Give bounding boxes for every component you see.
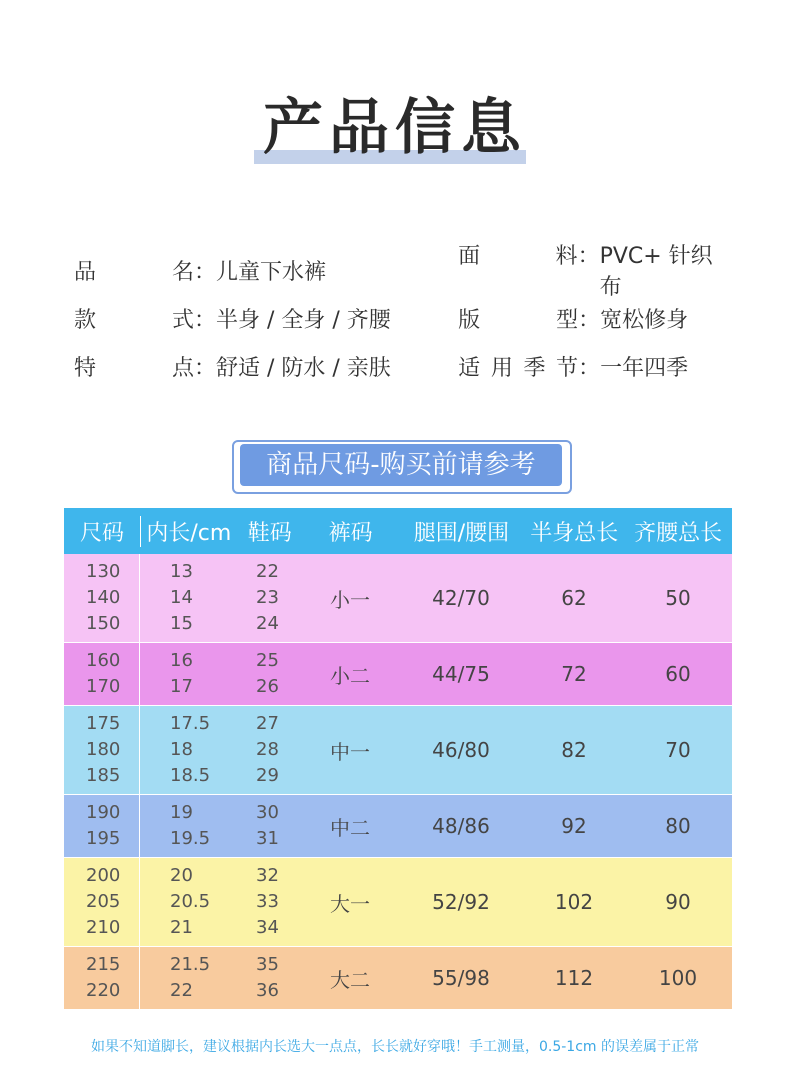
shoe-value: 34 <box>256 917 279 938</box>
info-cell-left <box>74 255 458 286</box>
sizes-cell <box>64 947 140 1009</box>
sizes-value: 160 <box>86 650 121 671</box>
column-header: 齐腰总长 <box>634 520 723 546</box>
sizes-value: 200 <box>86 865 121 886</box>
size-group-row <box>64 858 732 947</box>
info-value: 一年四季 <box>600 355 689 381</box>
size-group-row <box>64 554 732 643</box>
sizes-value: 220 <box>86 980 121 1001</box>
title-area <box>0 88 790 168</box>
inner-value: 20.5 <box>170 891 211 912</box>
shoe-value: 27 <box>256 713 279 734</box>
info-colon: ： <box>194 355 217 381</box>
inner-value: 19 <box>170 802 193 823</box>
shoe-value: 23 <box>256 587 279 608</box>
inner-cell <box>140 858 236 946</box>
column-header: 腿围/腰围 <box>413 520 510 546</box>
product-info <box>74 246 734 390</box>
info-row <box>74 294 734 342</box>
info-value: 半身 / 全身 / 齐腰 <box>216 307 391 333</box>
info-value: PVC+ 针织布 <box>599 244 713 300</box>
shoe-cell <box>236 706 302 794</box>
waist-cell: 60 <box>665 662 691 686</box>
inner-value: 16 <box>170 650 193 671</box>
inner-value: 19.5 <box>170 828 211 849</box>
inner-value: 13 <box>170 561 193 582</box>
half-cell: 72 <box>561 662 587 686</box>
shoe-cell <box>236 947 302 1009</box>
size-note: 如果不知道脚长，建议根据内长选大一点点，长长就好穿哦！手工测量，0.5-1cm 的误差属于正常 <box>90 1039 699 1055</box>
column-header: 内长/cm <box>146 520 232 546</box>
shoe-value: 33 <box>256 891 279 912</box>
info-value: 儿童下水裤 <box>216 259 327 285</box>
inner-value: 22 <box>170 980 193 1001</box>
sizes-cell <box>64 643 140 705</box>
size-group-row <box>64 947 732 1010</box>
sizes-value: 175 <box>86 713 121 734</box>
shoe-cell <box>236 554 302 642</box>
sizes-cell <box>64 706 140 794</box>
leg-cell: 46/80 <box>432 738 490 762</box>
leg-cell: 44/75 <box>432 662 490 686</box>
column-header: 半身总长 <box>530 520 619 546</box>
inner-value: 18 <box>170 739 193 760</box>
info-row <box>74 342 734 390</box>
column-header: 裤码 <box>328 520 373 546</box>
half-cell: 102 <box>554 890 594 914</box>
inner-cell <box>140 554 236 642</box>
shoe-value: 29 <box>256 765 279 786</box>
info-cell-right <box>458 351 734 382</box>
sizes-cell <box>64 858 140 946</box>
info-label: 适用季节 <box>458 355 579 381</box>
sizes-value: 195 <box>86 828 121 849</box>
pants-cell: 小一 <box>330 587 370 612</box>
sizes-value: 180 <box>86 739 121 760</box>
table-header <box>64 508 732 554</box>
sizes-value: 190 <box>86 802 121 823</box>
info-label: 面料 <box>458 244 578 269</box>
info-colon: ： <box>577 244 600 269</box>
inner-value: 17.5 <box>170 713 211 734</box>
sizes-value: 150 <box>86 613 121 634</box>
pants-cell: 大一 <box>330 891 370 916</box>
inner-value: 17 <box>170 676 193 697</box>
sizes-value: 140 <box>86 587 121 608</box>
shoe-value: 31 <box>256 828 279 849</box>
sizes-value: 185 <box>86 765 121 786</box>
page-title: 产品信息 <box>263 93 527 163</box>
info-cell-left <box>74 351 458 382</box>
inner-cell <box>140 795 236 857</box>
inner-value: 18.5 <box>170 765 211 786</box>
half-cell: 112 <box>554 966 594 990</box>
sizes-cell <box>64 795 140 857</box>
info-cell-right <box>458 239 734 301</box>
inner-value: 14 <box>170 587 193 608</box>
size-group-row <box>64 795 732 858</box>
size-table <box>64 508 732 1010</box>
pants-cell: 中二 <box>330 815 370 840</box>
size-group-row <box>64 643 732 706</box>
shoe-value: 32 <box>256 865 279 886</box>
info-colon: ： <box>194 307 217 333</box>
waist-cell: 90 <box>665 890 691 914</box>
info-row <box>74 244 734 300</box>
info-colon: ： <box>578 307 601 333</box>
inner-value: 15 <box>170 613 193 634</box>
shoe-cell <box>236 795 302 857</box>
leg-cell: 52/92 <box>432 890 490 914</box>
shoe-cell <box>236 643 302 705</box>
info-colon: ： <box>194 259 217 285</box>
info-cell-right <box>458 303 734 334</box>
shoe-value: 24 <box>256 613 279 634</box>
waist-cell: 50 <box>665 586 691 610</box>
waist-cell: 80 <box>665 814 691 838</box>
sizes-value: 210 <box>86 917 121 938</box>
inner-cell <box>140 643 236 705</box>
leg-cell: 42/70 <box>432 586 490 610</box>
info-label: 版型 <box>458 307 579 333</box>
half-cell: 82 <box>561 738 587 762</box>
leg-cell: 55/98 <box>432 966 490 990</box>
shoe-value: 35 <box>256 954 279 975</box>
pants-cell: 小二 <box>330 663 370 688</box>
inner-value: 21.5 <box>170 954 211 975</box>
column-header: 尺码 <box>64 516 141 547</box>
size-banner: 商品尺码-购买前请参考 <box>240 444 562 486</box>
shoe-value: 30 <box>256 802 279 823</box>
inner-cell <box>140 947 236 1009</box>
size-group-row <box>64 706 732 795</box>
shoe-value: 26 <box>256 676 279 697</box>
shoe-value: 25 <box>256 650 279 671</box>
shoe-value: 36 <box>256 980 279 1001</box>
info-cell-left <box>74 303 458 334</box>
half-cell: 92 <box>561 814 587 838</box>
info-colon: ： <box>578 355 601 381</box>
inner-cell <box>140 706 236 794</box>
sizes-value: 130 <box>86 561 121 582</box>
inner-value: 20 <box>170 865 193 886</box>
waist-cell: 100 <box>658 966 698 990</box>
column-header: 鞋码 <box>247 520 292 546</box>
shoe-value: 28 <box>256 739 279 760</box>
info-label: 品名 <box>74 259 194 285</box>
leg-cell: 48/86 <box>432 814 490 838</box>
sizes-cell <box>64 554 140 642</box>
info-label: 特点 <box>74 355 194 381</box>
half-cell: 62 <box>561 586 587 610</box>
sizes-value: 215 <box>86 954 121 975</box>
pants-cell: 中一 <box>330 739 370 764</box>
shoe-cell <box>236 858 302 946</box>
shoe-value: 22 <box>256 561 279 582</box>
waist-cell: 70 <box>665 738 691 762</box>
info-value: 宽松修身 <box>600 307 689 333</box>
info-value: 舒适 / 防水 / 亲肤 <box>216 355 391 381</box>
inner-value: 21 <box>170 917 193 938</box>
sizes-value: 170 <box>86 676 121 697</box>
sizes-value: 205 <box>86 891 121 912</box>
table-body <box>64 554 732 1010</box>
info-label: 款式 <box>74 307 194 333</box>
pants-cell: 大二 <box>330 967 370 992</box>
